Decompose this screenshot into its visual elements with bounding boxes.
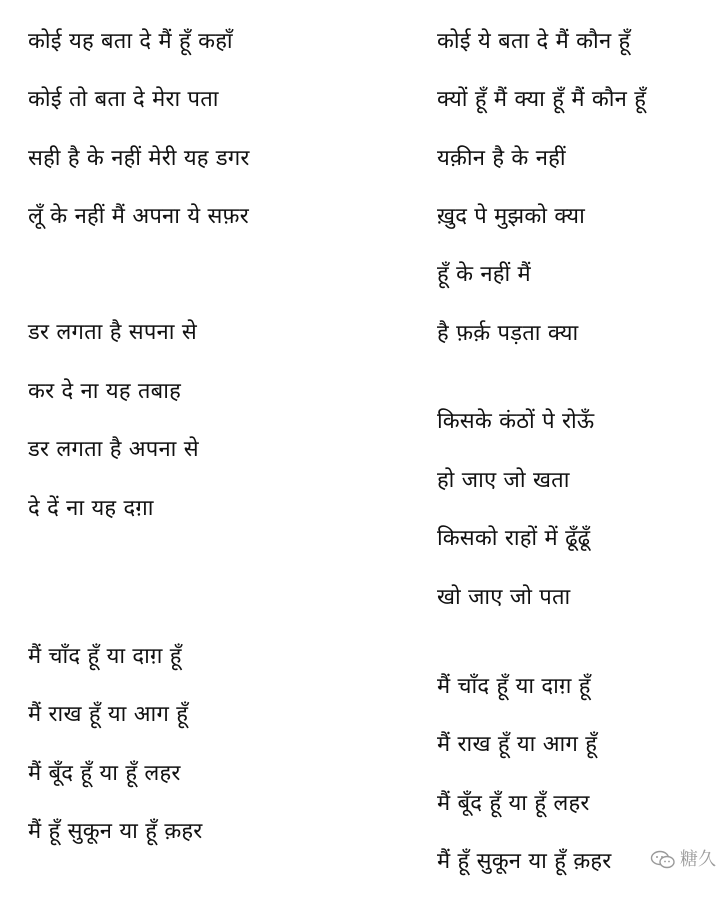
- lyric-line: लूँ के नहीं मैं अपना ये सफ़र: [28, 204, 249, 229]
- lyric-line: हो जाए जो खता: [437, 468, 570, 493]
- watermark-text: 糖久: [680, 849, 716, 870]
- lyric-line: खो जाए जो पता: [437, 585, 571, 610]
- lyric-line: यक़ीन है के नहीं: [437, 146, 566, 171]
- lyric-line: डर लगता है सपना से: [28, 320, 197, 345]
- lyric-line: हूँ के नहीं मैं: [437, 262, 531, 287]
- lyric-line: कोई तो बता दे मेरा पता: [28, 87, 219, 112]
- wechat-icon: [650, 850, 676, 870]
- lyric-line: कर दे ना यह तबाह: [28, 379, 181, 404]
- lyric-line: मैं राख हूँ या आग हूँ: [437, 732, 598, 757]
- lyric-line: दे दें ना यह दग़ा: [28, 496, 154, 521]
- lyric-line: मैं बूँद हूँ या हूँ लहर: [437, 791, 590, 816]
- lyric-line: मैं हूँ सुकून या हूँ क़हर: [437, 849, 612, 874]
- lyric-line: कोई यह बता दे मैं हूँ कहाँ: [28, 29, 233, 54]
- lyric-line: सही है के नहीं मेरी यह डगर: [28, 146, 250, 171]
- lyric-line: मैं हूँ सुकून या हूँ क़हर: [28, 819, 203, 844]
- lyric-line: मैं बूँद हूँ या हूँ लहर: [28, 761, 181, 786]
- lyric-line: मैं चाँद हूँ या दाग़ हूँ: [437, 674, 591, 699]
- lyric-line: किसके कंठों पे रोऊँ: [437, 409, 595, 434]
- watermark: [650, 848, 716, 872]
- lyric-line: किसको राहों में ढूँढूँ: [437, 526, 591, 551]
- lyric-line: मैं चाँद हूँ या दाग़ हूँ: [28, 644, 182, 669]
- lyric-line: डर लगता है अपना से: [28, 437, 199, 462]
- lyric-line: क्यों हूँ मैं क्या हूँ मैं कौन हूँ: [437, 87, 647, 112]
- lyric-line: मैं राख हूँ या आग हूँ: [28, 702, 189, 727]
- lyric-line: ख़ुद पे मुझको क्या: [437, 204, 585, 229]
- lyric-line: कोई ये बता दे मैं कौन हूँ: [437, 29, 631, 54]
- lyric-line: है फ़र्क़ पड़ता क्या: [437, 321, 579, 346]
